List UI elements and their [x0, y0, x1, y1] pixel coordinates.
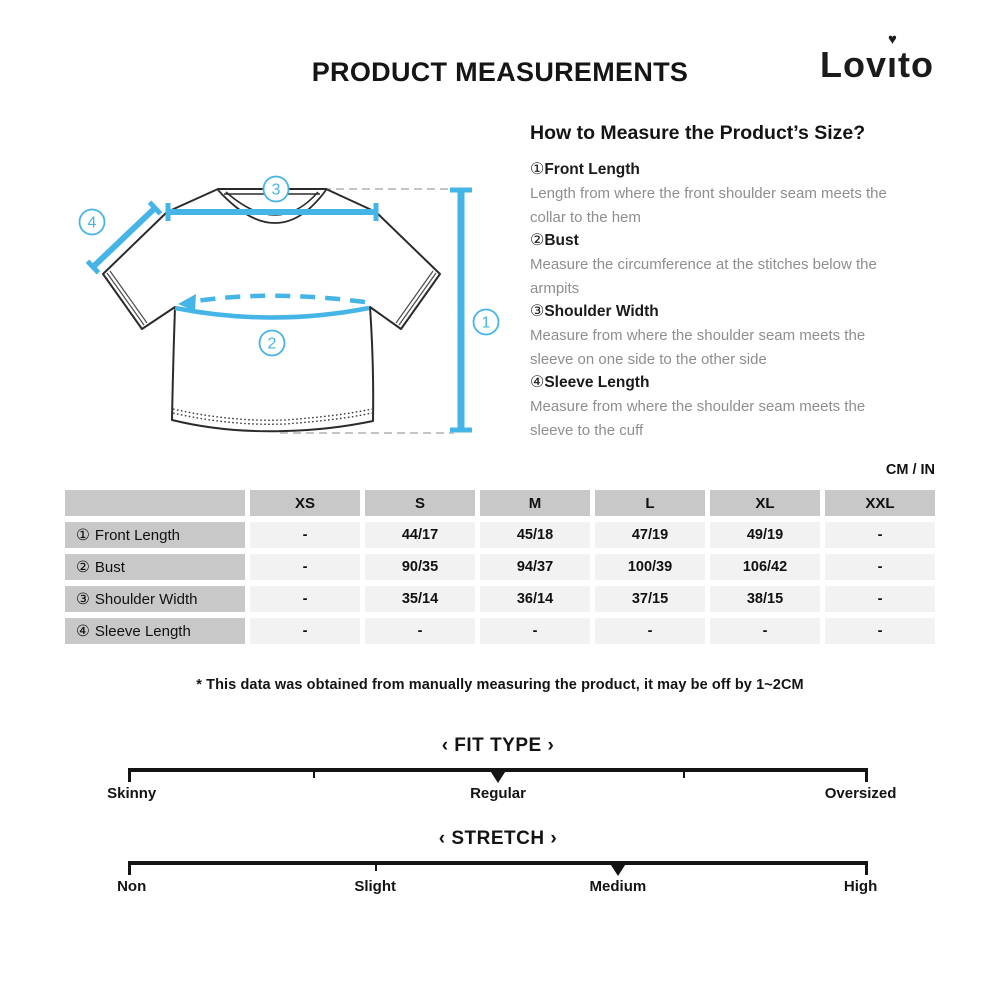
measure-item-front-length — [530, 158, 922, 229]
tshirt-measurement-diagram — [60, 150, 510, 470]
heart-dot-icon: ♥ — [888, 31, 897, 48]
table-header-cell — [65, 490, 245, 516]
table-header-m: M — [480, 490, 590, 516]
circled-number-icon: ③ — [76, 590, 90, 608]
measure-item-title: ③Shoulder Width — [530, 303, 659, 320]
table-cell: 90/35 — [365, 554, 475, 580]
row-label-sleeve-length: ④ Sleeve Length — [65, 618, 245, 644]
how-to-measure-section — [530, 122, 922, 442]
fit-type-scale — [107, 735, 897, 805]
axis-tick — [313, 768, 315, 778]
measure-item-description: Measure the circumference at the stitches below the armpits — [530, 256, 877, 297]
svg-text:4: 4 — [87, 214, 97, 232]
measure-item-bust — [530, 229, 922, 300]
table-cell: - — [595, 618, 705, 644]
circled-number-icon: ② — [530, 232, 545, 249]
table-header-xs: XS — [250, 490, 360, 516]
table-cell: 49/19 — [710, 522, 820, 548]
stretch-heading: ‹ STRETCH › — [438, 828, 558, 849]
measure-item-title: ②Bust — [530, 232, 579, 249]
row-label-front-length: ① Front Length — [65, 522, 245, 548]
table-cell: - — [710, 618, 820, 644]
axis-tick — [865, 861, 868, 875]
table-cell: 106/42 — [710, 554, 820, 580]
fit-type-axis — [128, 768, 868, 772]
measure-item-title: ①Front Length — [530, 161, 640, 178]
stretch-labels — [117, 877, 878, 898]
unit-label: CM / IN — [885, 462, 935, 478]
axis-tick — [865, 768, 868, 782]
stretch-scale — [117, 828, 878, 898]
page-title: PRODUCT MEASUREMENTS — [311, 57, 689, 87]
table-cell: 47/19 — [595, 522, 705, 548]
table-cell: - — [250, 554, 360, 580]
axis-tick — [128, 768, 131, 782]
how-to-measure-heading: How to Measure the Product’s Size? — [530, 122, 866, 144]
table-cell: - — [825, 554, 935, 580]
table-cell: - — [825, 522, 935, 548]
table-cell: - — [825, 618, 935, 644]
tshirt-illustration — [60, 150, 510, 470]
fit-type-label-oversized: Oversized — [824, 784, 897, 802]
row-label-shoulder-width: ③ Shoulder Width — [65, 586, 245, 612]
measure-item-sleeve-length — [530, 371, 922, 442]
row-label-bust: ② Bust — [65, 554, 245, 580]
stretch-label-slight: Slight — [354, 877, 396, 895]
stretch-label-high: High — [843, 877, 878, 895]
svg-text:1: 1 — [481, 314, 491, 332]
size-table — [65, 490, 935, 644]
measure-point-3-badge — [264, 177, 289, 202]
table-cell: - — [480, 618, 590, 644]
table-header-l: L — [595, 490, 705, 516]
measure-item-description: Measure from where the shoulder seam meets the sleeve on one side to the other side — [530, 327, 866, 368]
fit-type-heading: ‹ FIT TYPE › — [441, 735, 555, 756]
axis-tick — [683, 768, 685, 778]
table-cell: 44/17 — [365, 522, 475, 548]
circled-number-icon: ② — [76, 558, 90, 576]
table-header-s: S — [365, 490, 475, 516]
measure-point-2-badge — [260, 331, 285, 356]
shirt-outline — [103, 189, 440, 431]
table-cell: - — [250, 586, 360, 612]
circled-number-icon: ③ — [530, 303, 545, 320]
axis-tick — [128, 861, 131, 875]
table-cell: 38/15 — [710, 586, 820, 612]
table-cell: - — [250, 522, 360, 548]
table-cell: 36/14 — [480, 586, 590, 612]
fit-type-labels — [107, 784, 897, 805]
table-header-xxl: XXL — [825, 490, 935, 516]
svg-text:2: 2 — [267, 335, 277, 353]
table-cell: 100/39 — [595, 554, 705, 580]
stretch-axis — [128, 861, 868, 865]
circled-number-icon: ④ — [530, 374, 545, 391]
table-header-xl: XL — [710, 490, 820, 516]
measure-item-description: Measure from where the shoulder seam meets the sleeve to the cuff — [530, 398, 866, 439]
axis-tick — [375, 861, 377, 871]
brand-logo-i: ı ♥ — [887, 31, 899, 85]
stretch-marker-icon — [609, 862, 627, 876]
brand-logo-text-2: to — [898, 44, 934, 85]
measurement-disclaimer: * This data was obtained from manually measuring the product, it may be off by 1~2CM — [196, 677, 804, 693]
table-cell: 94/37 — [480, 554, 590, 580]
measure-point-4-badge — [80, 210, 105, 235]
table-cell: 37/15 — [595, 586, 705, 612]
table-cell: 35/14 — [365, 586, 475, 612]
measure-item-title: ④Sleeve Length — [530, 374, 650, 391]
circled-number-icon: ④ — [76, 622, 90, 640]
stretch-label-non: Non — [117, 877, 147, 895]
table-cell: 45/18 — [480, 522, 590, 548]
svg-text:3: 3 — [271, 181, 281, 199]
circled-number-icon: ① — [76, 526, 90, 544]
brand-logo — [819, 31, 934, 86]
measure-item-description: Length from where the front shoulder seam meets the collar to the hem — [530, 185, 887, 226]
brand-logo-text: Lov — [819, 44, 887, 85]
measure-point-1-badge — [474, 310, 499, 335]
stretch-label-medium: Medium — [589, 877, 647, 895]
fit-type-label-regular: Regular — [470, 784, 526, 802]
fit-type-label-skinny: Skinny — [107, 784, 157, 802]
table-cell: - — [365, 618, 475, 644]
fit-type-marker-icon — [489, 769, 507, 783]
table-cell: - — [825, 586, 935, 612]
measure-item-shoulder-width — [530, 300, 922, 371]
table-cell: - — [250, 618, 360, 644]
circled-number-icon: ① — [530, 161, 545, 178]
